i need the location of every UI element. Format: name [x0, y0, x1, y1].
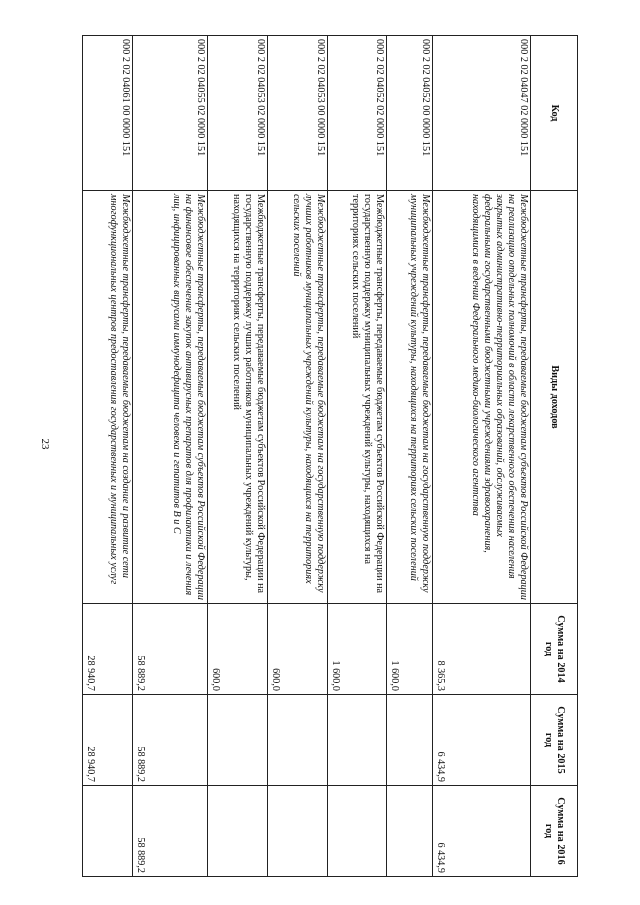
row-sum-2015	[387, 695, 433, 786]
row-code: 000 2 02 04053 00 0000 151	[268, 36, 328, 191]
header-code: Код	[531, 36, 578, 191]
table-row	[328, 36, 387, 877]
revenue-table	[82, 35, 578, 877]
table-row	[433, 36, 531, 877]
row-sum-2016: 58 889,2	[133, 786, 208, 877]
page-number: 23	[39, 438, 51, 450]
table-row	[208, 36, 268, 877]
row-sum-2016	[268, 786, 328, 877]
row-sum-2014: 58 889,2	[133, 604, 208, 695]
row-sum-2014: 28 940,7	[83, 604, 133, 695]
row-sum-2015	[208, 695, 268, 786]
row-sum-2016	[208, 786, 268, 877]
row-name: Межбюджетные трансферты, передаваемые бюджетам субъектов Российской Федерации на государственную поддержку лучших работников муниципальных учреждений культуры, находящихся на территориях сельских поселений	[208, 191, 268, 604]
row-code: 000 2 02 04061 00 0000 151	[83, 36, 133, 191]
table-header-row	[531, 36, 578, 877]
row-code: 000 2 02 04053 02 0000 151	[208, 36, 268, 191]
row-sum-2015: 6 434,9	[433, 695, 531, 786]
row-sum-2015: 58 889,2	[133, 695, 208, 786]
row-code: 000 2 02 04055 02 0000 151	[133, 36, 208, 191]
header-sum-2016: Сумма на 2016 год	[531, 786, 578, 877]
row-name: Межбюджетные трансферты, передаваемые бюджетам на государственную поддержку муниципальных учреждений культуры, находящихся на территориях сельских поселений	[387, 191, 433, 604]
row-sum-2016: 6 434,9	[433, 786, 531, 877]
table-row	[83, 36, 133, 877]
header-sum-2015: Сумма на 2015 год	[531, 695, 578, 786]
row-code: 000 2 02 04052 02 0000 151	[328, 36, 387, 191]
row-name: Межбюджетные трансферты, передаваемые бюджетам субъектов Российской Федерации на реализацию отдельных полномочий в области лекарственного обеспечения населения закрытых административно-территориальных образований, обслуживаемых федеральными государственными бюджетными учреждениями здравоохранения, находящимися в ведении Федерального медико-биологического агентства	[433, 191, 531, 604]
row-name: Межбюджетные трансферты, передаваемые бюджетам субъектов Российской Федерации на финансовое обеспечение закупок антивирусных препаратов для профилактики и лечения лиц, инфицированных вирусами иммунодефицита человека и гепатитов В и С	[133, 191, 208, 604]
row-sum-2014: 8 365,3	[433, 604, 531, 695]
row-sum-2014: 600,0	[268, 604, 328, 695]
row-sum-2015: 28 940,7	[83, 695, 133, 786]
table-row	[268, 36, 328, 877]
row-sum-2014: 1 600,0	[328, 604, 387, 695]
row-sum-2015	[328, 695, 387, 786]
row-sum-2015	[268, 695, 328, 786]
row-sum-2016	[83, 786, 133, 877]
row-name: Межбюджетные трансферты, передаваемые бюджетам субъектов Российской Федерации на государственную поддержку муниципальных учреждений культуры, находящихся на территориях сельских поселений	[328, 191, 387, 604]
table-row	[387, 36, 433, 877]
header-sum-2014: Сумма на 2014 год	[531, 604, 578, 695]
table-row	[133, 36, 208, 877]
row-sum-2016	[387, 786, 433, 877]
row-name: Межбюджетные трансферты, передаваемые бюджетам на создание и развитие сети многофункциональных центров предоставления государственных и муниципальных услуг	[83, 191, 133, 604]
rotated-page-content	[78, 35, 578, 875]
row-sum-2014: 1 600,0	[387, 604, 433, 695]
header-name: Виды доходов	[531, 191, 578, 604]
row-sum-2014: 600,0	[208, 604, 268, 695]
row-code: 000 2 02 04052 00 0000 151	[387, 36, 433, 191]
row-sum-2016	[328, 786, 387, 877]
row-name: Межбюджетные трансферты, передаваемые бюджетам на государственную поддержку лучших работников муниципальных учреждений культуры, находящихся на территориях сельских поселений	[268, 191, 328, 604]
row-code: 000 2 02 04047 02 0000 151	[433, 36, 531, 191]
